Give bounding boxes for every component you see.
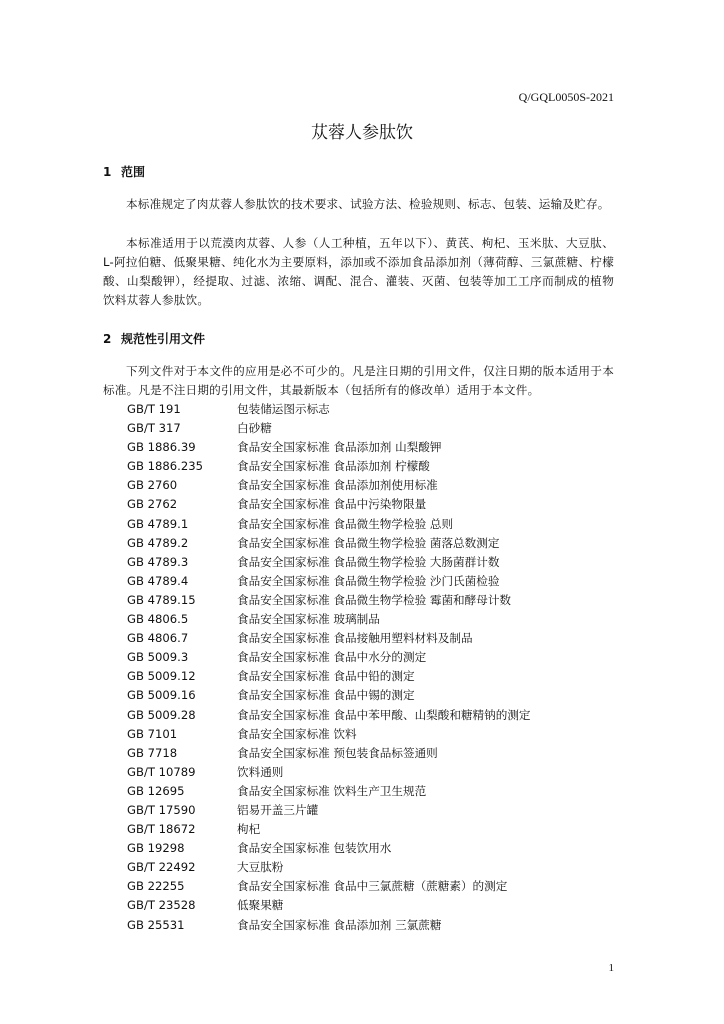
reference-name: 食品安全国家标准 玻璃制品 bbox=[237, 612, 380, 627]
reference-row bbox=[127, 419, 531, 438]
reference-code: GB 5009.16 bbox=[127, 688, 196, 703]
section-2-heading bbox=[103, 330, 205, 347]
reference-name: 食品安全国家标准 食品添加剂 山梨酸钾 bbox=[237, 440, 442, 455]
reference-code: GB 7718 bbox=[127, 745, 178, 760]
document-title: 苁蓉人参肽饮 bbox=[311, 123, 413, 143]
reference-row bbox=[127, 476, 531, 495]
reference-code: GB 12695 bbox=[127, 783, 185, 798]
section-1-paragraph-1: 本标准规定了肉苁蓉人参肽饮的技术要求、试验方法、检验规则、标志、包装、运输及贮存。 bbox=[126, 197, 610, 211]
reference-name: 低聚果糖 bbox=[237, 898, 284, 913]
reference-name: 食品安全国家标准 食品微生物学检验 总则 bbox=[237, 516, 454, 531]
reference-name: 食品安全国家标准 预包装食品标签通则 bbox=[237, 745, 438, 760]
reference-row bbox=[127, 534, 531, 553]
reference-name: 食品安全国家标准 食品接触用塑料材料及制品 bbox=[237, 631, 473, 646]
reference-row bbox=[127, 725, 531, 744]
reference-row bbox=[127, 667, 531, 686]
reference-row bbox=[127, 839, 531, 858]
standard-code: Q/GQL0050S-2021 bbox=[518, 90, 614, 104]
reference-code: GB/T 191 bbox=[127, 402, 181, 416]
reference-code: GB/T 23528 bbox=[127, 898, 196, 913]
reference-name: 食品安全国家标准 包装饮用水 bbox=[237, 841, 392, 856]
reference-row bbox=[127, 629, 531, 648]
reference-name: 食品安全国家标准 食品中水分的测定 bbox=[237, 650, 427, 665]
reference-name: 食品安全国家标准 饮料 bbox=[237, 726, 357, 741]
section-number: 1 bbox=[103, 165, 112, 179]
reference-row bbox=[127, 763, 531, 782]
reference-row bbox=[127, 591, 531, 610]
reference-name: 食品安全国家标准 食品添加剂使用标准 bbox=[237, 478, 438, 493]
reference-name: 大豆肽粉 bbox=[237, 860, 284, 875]
section-1-paragraph-2: 本标准适用于以荒漠肉苁蓉、人参（人工种植，五年以下）、黄芪、枸杞、玉米肽、大豆肽、L-阿拉伯糖、低聚果糖、纯化水为主要原料，添加或不添加食品添加剂（薄荷醇、三氯蔗糖、柠檬酸、山梨酸钾），经提取、过滤、浓缩、调配、混合、灌装、灭菌、包装等加工工序而制成的植物饮料苁蓉人参肽饮。 bbox=[103, 236, 614, 307]
reference-row bbox=[127, 820, 531, 839]
reference-code: GB 5009.12 bbox=[127, 669, 196, 684]
reference-row bbox=[127, 553, 531, 572]
reference-name: 食品安全国家标准 食品微生物学检验 大肠菌群计数 bbox=[237, 554, 500, 569]
reference-code: GB/T 17590 bbox=[127, 802, 196, 817]
reference-code: GB/T 317 bbox=[127, 421, 181, 436]
reference-row bbox=[127, 686, 531, 705]
reference-code: GB 5009.3 bbox=[127, 650, 189, 665]
reference-code: GB 5009.28 bbox=[127, 707, 196, 722]
reference-code: GB 4789.1 bbox=[127, 516, 189, 531]
reference-code: GB 1886.235 bbox=[127, 459, 203, 474]
reference-row bbox=[127, 400, 531, 419]
reference-name: 包装储运图示标志 bbox=[237, 402, 330, 416]
reference-code: GB/T 22492 bbox=[127, 860, 196, 875]
reference-name: 食品安全国家标准 食品微生物学检验 霉菌和酵母计数 bbox=[237, 592, 512, 607]
reference-code: GB/T 18672 bbox=[127, 822, 196, 837]
reference-name: 食品安全国家标准 食品添加剂 三氯蔗糖 bbox=[237, 917, 442, 932]
reference-code: GB 7101 bbox=[127, 726, 178, 741]
reference-name: 食品安全国家标准 饮料生产卫生规范 bbox=[237, 783, 427, 798]
reference-name: 食品安全国家标准 食品微生物学检验 菌落总数测定 bbox=[237, 535, 500, 550]
reference-row bbox=[127, 610, 531, 629]
reference-code: GB 2760 bbox=[127, 478, 178, 493]
reference-row bbox=[127, 706, 531, 725]
reference-code: GB 22255 bbox=[127, 879, 185, 894]
reference-row bbox=[127, 916, 531, 935]
reference-name: 枸杞 bbox=[237, 822, 261, 837]
reference-code: GB 2762 bbox=[127, 497, 178, 512]
reference-name: 食品安全国家标准 食品微生物学检验 沙门氏菌检验 bbox=[237, 573, 500, 588]
reference-list bbox=[127, 400, 531, 935]
reference-name: 食品安全国家标准 食品中污染物限量 bbox=[237, 497, 427, 512]
reference-code: GB/T 10789 bbox=[127, 764, 196, 779]
reference-name: 饮料通则 bbox=[237, 764, 284, 779]
reference-code: GB 4806.7 bbox=[127, 631, 189, 646]
reference-row bbox=[127, 572, 531, 591]
section-number: 2 bbox=[103, 332, 112, 346]
section-1-heading bbox=[103, 163, 145, 180]
reference-code: GB 4789.3 bbox=[127, 554, 189, 569]
reference-row bbox=[127, 744, 531, 763]
reference-row bbox=[127, 438, 531, 457]
reference-row bbox=[127, 495, 531, 514]
reference-row bbox=[127, 801, 531, 820]
reference-code: GB 4789.15 bbox=[127, 592, 196, 607]
section-2-intro: 下列文件对于本文件的应用是必不可少的。凡是注日期的引用文件，仅注日期的版本适用于本标准。凡是不注日期的引用文件，其最新版本（包括所有的修改单）适用于本文件。 bbox=[103, 364, 614, 397]
reference-code: GB 4806.5 bbox=[127, 612, 189, 627]
section-heading-text: 规范性引用文件 bbox=[121, 332, 206, 346]
reference-row bbox=[127, 896, 531, 915]
reference-name: 食品安全国家标准 食品中三氯蔗糖（蔗糖素）的测定 bbox=[237, 879, 508, 894]
reference-row bbox=[127, 515, 531, 534]
reference-name: 食品安全国家标准 食品中苯甲酸、山梨酸和糖精钠的测定 bbox=[237, 707, 531, 722]
reference-code: GB 19298 bbox=[127, 841, 185, 856]
reference-row bbox=[127, 648, 531, 667]
reference-row bbox=[127, 782, 531, 801]
reference-row bbox=[127, 877, 531, 896]
reference-row bbox=[127, 457, 531, 476]
reference-name: 铝易开盖三片罐 bbox=[237, 802, 319, 817]
reference-code: GB 25531 bbox=[127, 917, 185, 932]
reference-name: 食品安全国家标准 食品添加剂 柠檬酸 bbox=[237, 459, 430, 474]
reference-name: 食品安全国家标准 食品中锡的测定 bbox=[237, 688, 415, 703]
page-number: 1 bbox=[608, 962, 614, 974]
reference-code: GB 4789.4 bbox=[127, 573, 189, 588]
reference-code: GB 4789.2 bbox=[127, 535, 189, 550]
reference-name: 白砂糖 bbox=[237, 421, 272, 436]
reference-name: 食品安全国家标准 食品中铅的测定 bbox=[237, 669, 415, 684]
reference-code: GB 1886.39 bbox=[127, 440, 196, 455]
reference-row bbox=[127, 858, 531, 877]
section-heading-text: 范围 bbox=[121, 165, 146, 179]
